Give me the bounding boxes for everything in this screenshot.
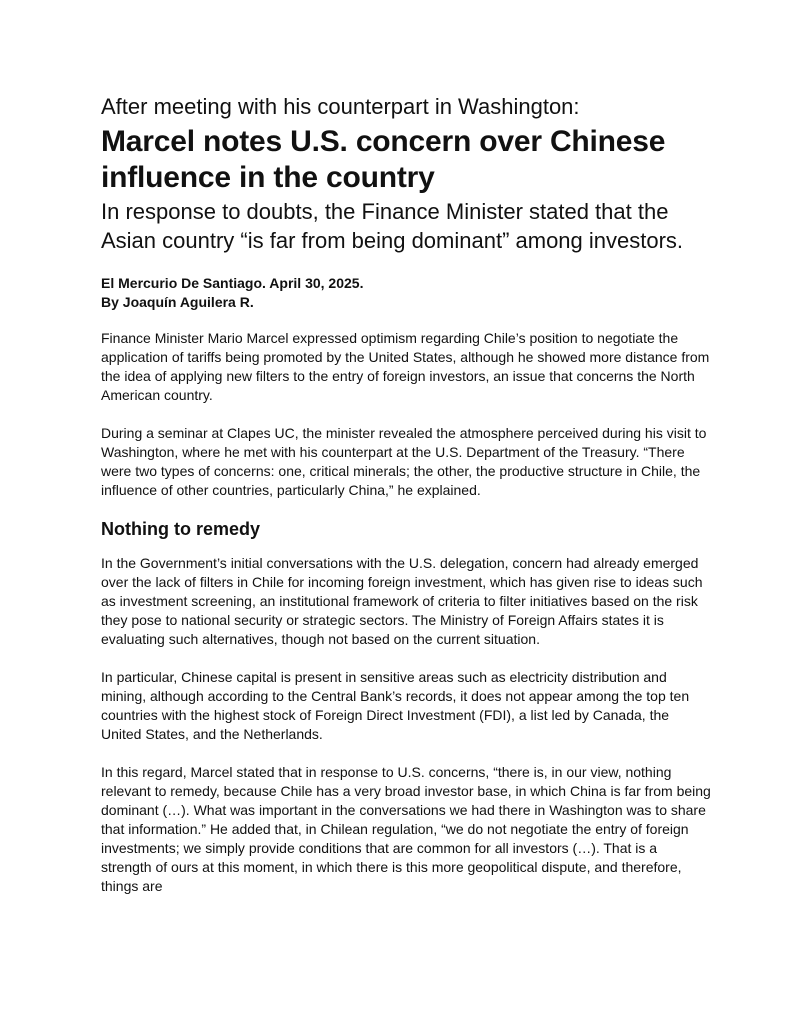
body-paragraph: In the Government’s initial conversations with the U.S. delegation, concern had already emerged over the lack of filters in Chile for incoming foreign investment, which has given rise to ideas such as investment screening, an institutional framework of criteria to filter initiatives based on the risk they pose to national security or strategic sectors. The Ministry of Foreign Affairs states it is evaluating such alternatives, though not based on the current situation. <box>101 555 703 647</box>
body-paragraph: In particular, Chinese capital is present in sensitive areas such as electricity distribution and mining, although according to the Central Bank’s records, it does not appear among the top ten countries with the highest stock of Foreign Direct Investment (FDI), a list led by Canada, the United States, and the Netherlands. <box>101 669 690 742</box>
body-paragraph: During a seminar at Clapes UC, the minister revealed the atmosphere perceived during his visit to Washington, where he met with his counterpart at the U.S. Department of the Treasury. “There were two types of concerns: one, critical minerals; the other, the productive structure in Chile, the influence of other countries, particularly China,” he explained. <box>101 425 707 498</box>
body-paragraph: In this regard, Marcel stated that in response to U.S. concerns, “there is, in our view, nothing relevant to remedy, because Chile has a very broad investor base, in which China is far from being dominant (…). What was important in the conversations we had there in Washington was to share that information.” He added that, in Chilean regulation, “we do not negotiate the entry of foreign investments; we simply provide conditions that are common for all investors (…). That is a strength of ours at this moment, in which there is this more geopolitical dispute, and therefore, things are <box>101 764 711 894</box>
source-line: El Mercurio De Santiago. April 30, 2025. <box>101 275 364 291</box>
byline <box>101 274 711 312</box>
author-line: By Joaquín Aguilera R. <box>101 294 254 310</box>
article-headline: Marcel notes U.S. concern over Chinese influence in the country <box>101 125 666 194</box>
body-paragraph: Finance Minister Mario Marcel expressed optimism regarding Chile’s position to negotiate the application of tariffs being promoted by the United States, although he showed more distance from the idea of applying new filters to the entry of foreign investors, an issue that concerns the North American country. <box>101 330 710 403</box>
section-heading: Nothing to remedy <box>101 519 261 539</box>
article-kicker: After meeting with his counterpart in Washington: <box>101 94 580 119</box>
article <box>101 94 711 896</box>
article-body <box>101 329 711 896</box>
article-subheadline: In response to doubts, the Finance Minister stated that the Asian country “is far from being dominant” among investors. <box>101 199 684 253</box>
